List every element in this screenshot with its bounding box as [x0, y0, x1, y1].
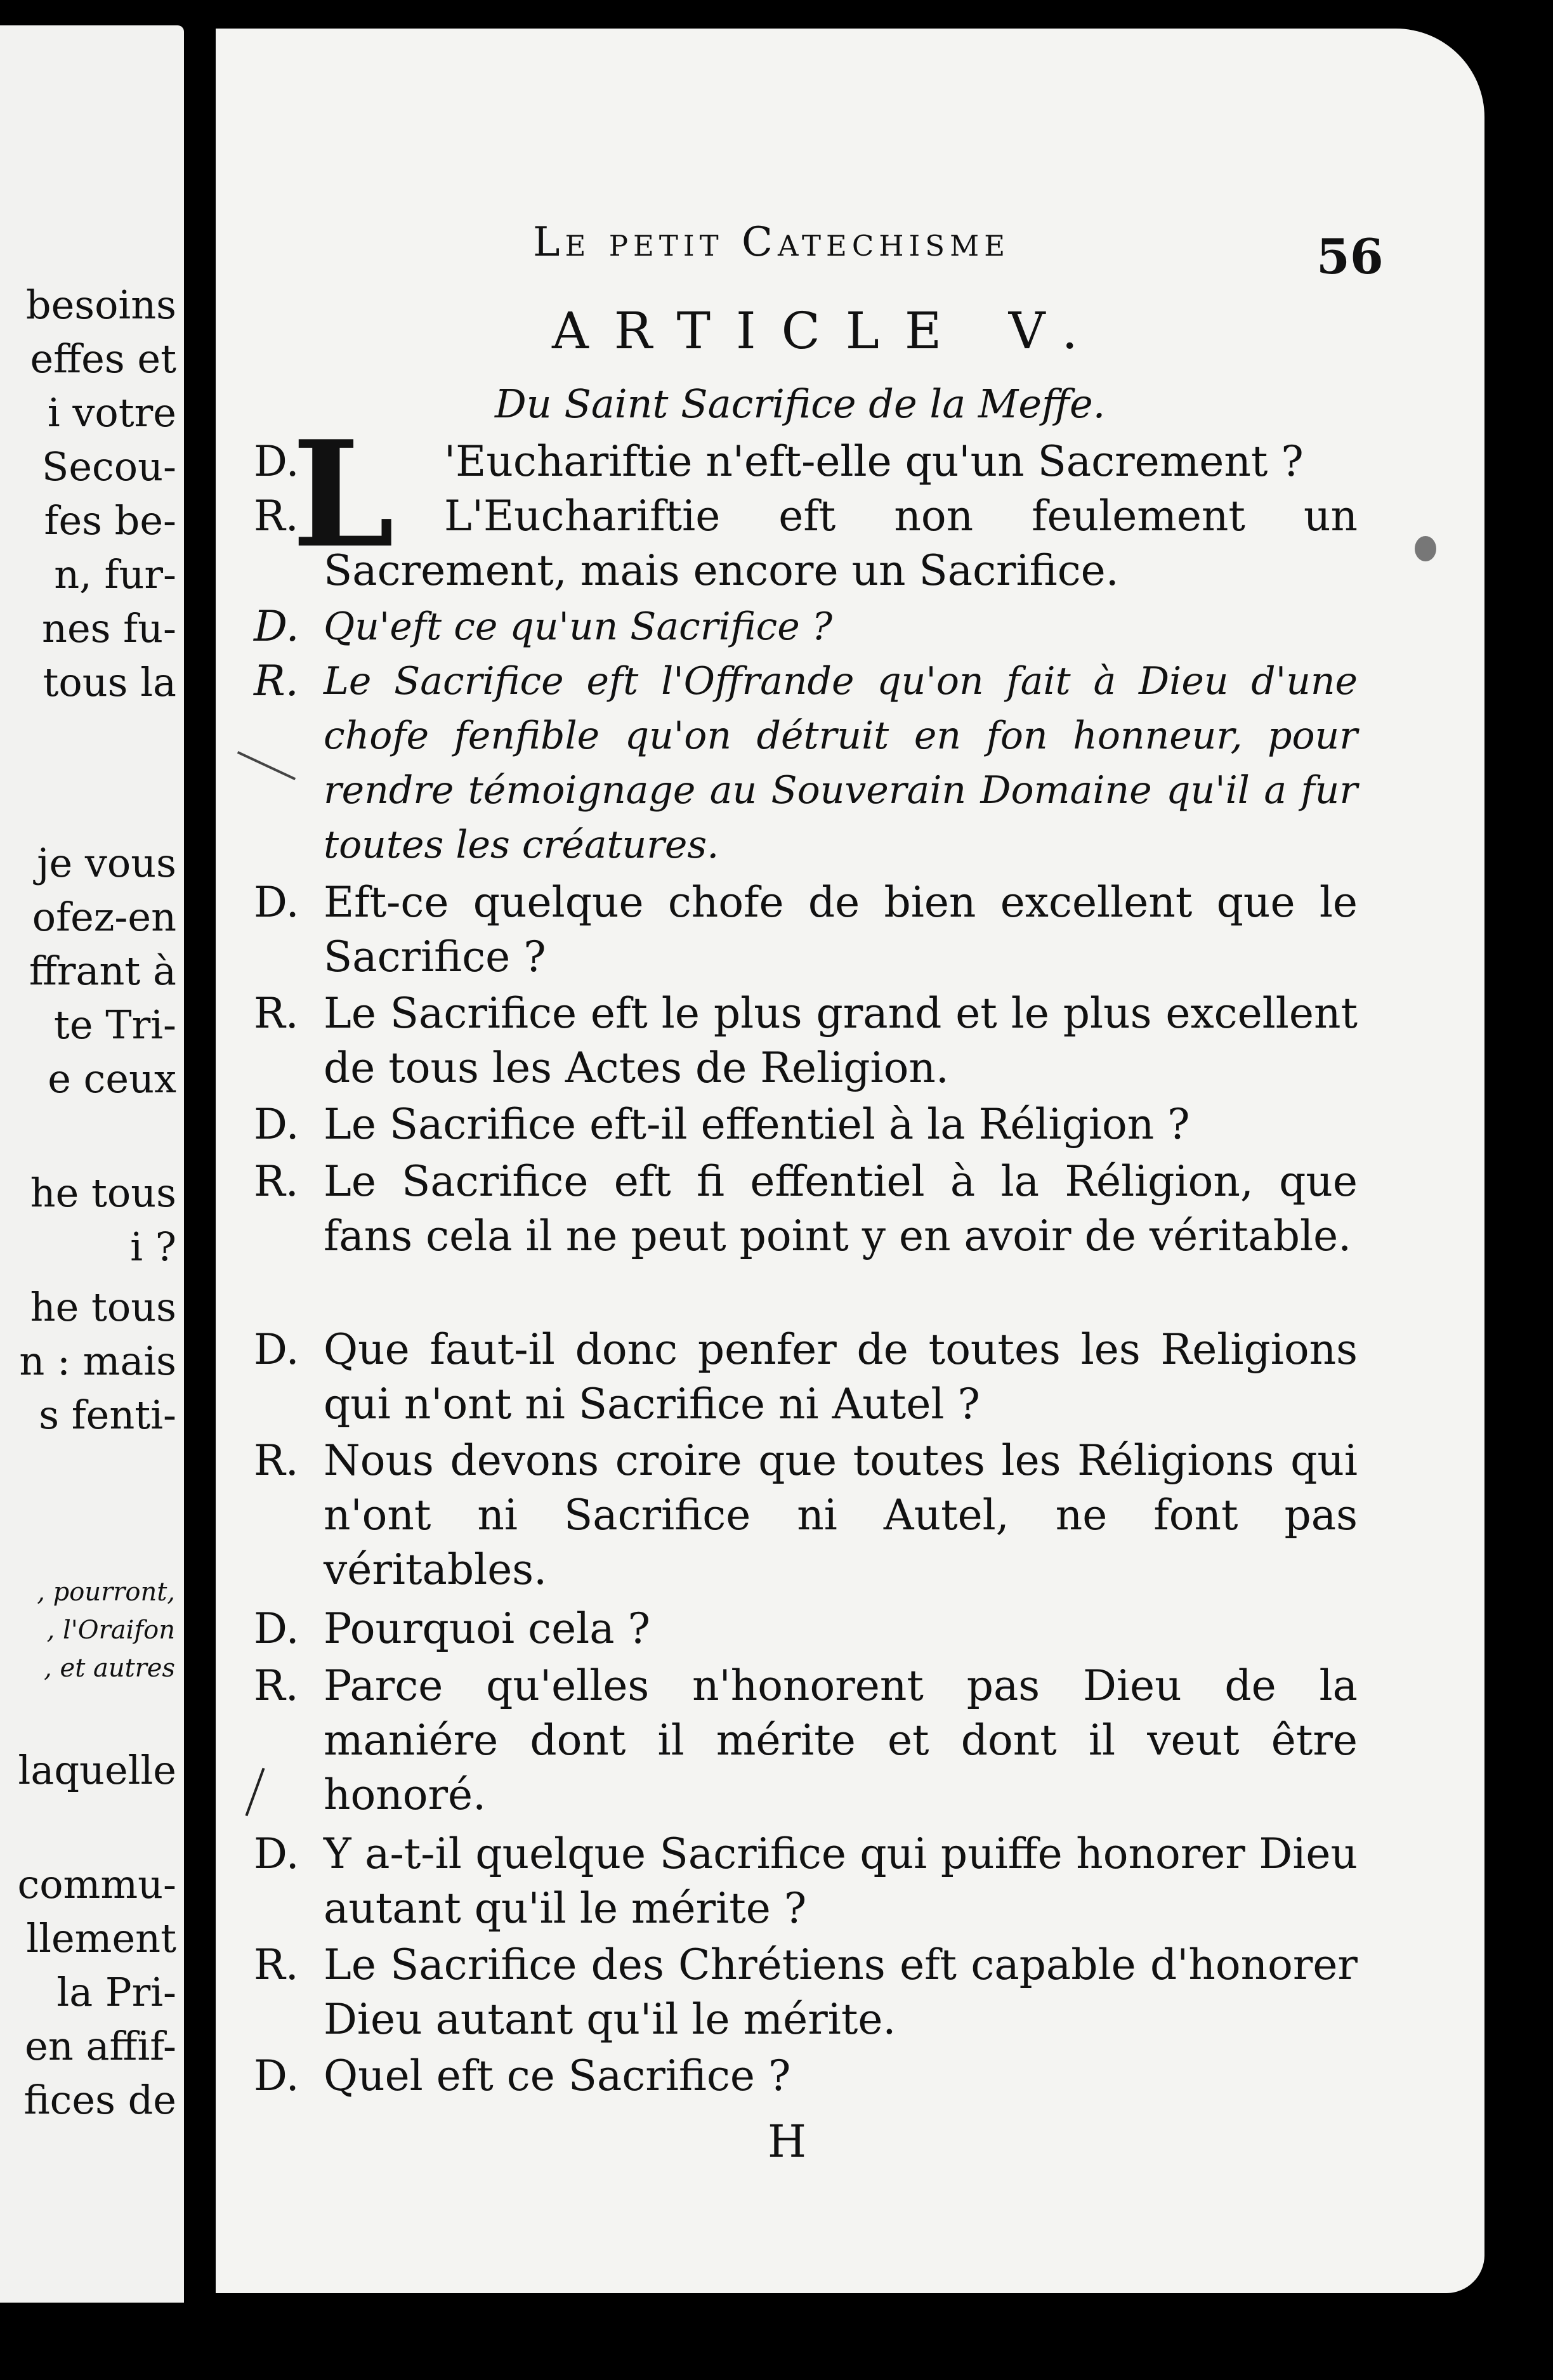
qa-entry	[254, 1659, 1358, 1822]
answer-tag: R.	[254, 1661, 299, 1710]
question-tag: D.	[254, 437, 299, 486]
left-page-line: fes be-	[44, 497, 176, 544]
left-page-line: en affif-	[25, 2023, 176, 2069]
drop-capital: L	[292, 409, 395, 580]
left-page-line: fices de	[23, 2077, 176, 2123]
left-page-line: ffrant à	[29, 948, 176, 994]
qa-entry	[254, 1602, 1358, 1656]
book-gutter	[184, 0, 216, 2380]
qa-entry	[254, 2049, 1358, 2103]
answer-text: Nous devons croire que toutes les Réligions qui n'ont ni Sacrifice ni Autel, ne font pas véritables.	[324, 1436, 1358, 1594]
left-page-line: te Tri-	[53, 1002, 176, 1048]
qa-entry	[254, 1434, 1358, 1597]
left-page-line: n, fur-	[54, 551, 176, 598]
question-tag: D.	[254, 1604, 299, 1653]
question-text: Quel eft ce Sacrifice ?	[324, 2051, 791, 2100]
qa-entry	[254, 599, 1358, 654]
question-tag: D.	[254, 1100, 299, 1149]
article-heading: ARTICLE V.	[552, 301, 1103, 360]
question-text: Y a-t-il quelque Sacrifice qui puiffe honorer Dieu autant qu'il le mérite ?	[324, 1829, 1358, 1933]
qa-entry	[254, 875, 1358, 984]
answer-tag: R.	[254, 657, 299, 705]
question-text: 'Euchariftie n'eft-elle qu'un Sacrement ?	[444, 437, 1304, 486]
left-page-line: effes et	[30, 336, 176, 382]
qa-entry	[254, 986, 1358, 1095]
book-page	[216, 29, 1484, 2293]
answer-tag: R.	[254, 1940, 299, 1989]
qa-entry	[254, 1323, 1358, 1432]
question-tag: D.	[254, 2051, 299, 2100]
answer-tag: R.	[254, 1157, 299, 1206]
answer-text: L'Euchariftie eft non feulement un Sacrement, mais encore un Sacrifice.	[324, 492, 1358, 595]
left-page-line: laquelle	[18, 1747, 176, 1793]
qa-entry	[254, 489, 1358, 598]
left-page-line: e ceux	[48, 1056, 176, 1102]
answer-text: Le Sacrifice eft fi effentiel à la Réligion, que fans cela il ne peut point y en avoir de véritable.	[324, 1157, 1358, 1260]
question-text: Qu'eft ce qu'un Sacrifice ?	[324, 605, 833, 649]
signature-mark: H	[768, 2115, 807, 2168]
left-page-line: je vous	[37, 840, 176, 886]
qa-entry	[254, 1938, 1358, 2047]
left-page-line: he tous	[30, 1170, 176, 1216]
qa-entry	[254, 1827, 1358, 1936]
left-page-line: tous la	[43, 659, 176, 705]
answer-text: Le Sacrifice eft le plus grand et le plus excellent de tous les Actes de Religion.	[324, 989, 1358, 1092]
answer-tag: R.	[254, 492, 299, 540]
left-page-line: ofez-en	[32, 894, 176, 940]
question-tag: D.	[254, 1829, 299, 1878]
answer-text: Le Sacrifice des Chrétiens eft capable d'honorer Dieu autant qu'il le mérite.	[324, 1940, 1358, 2044]
question-text: Pourquoi cela ?	[324, 1604, 650, 1653]
previous-page-edge	[0, 25, 184, 2303]
qa-entry	[254, 654, 1358, 872]
qa-entry	[254, 1097, 1358, 1152]
answer-tag: R.	[254, 989, 299, 1038]
answer-tag: R.	[254, 1436, 299, 1485]
left-page-line: s fenti-	[39, 1392, 176, 1438]
question-text: Eft-ce quelque chofe de bien excellent que le Sacrifice ?	[324, 878, 1358, 981]
left-page-line: commu-	[17, 1861, 176, 1907]
left-page-line: besoins	[25, 282, 176, 328]
left-page-line: la Pri-	[56, 1969, 176, 2015]
running-head: Le petit Catechisme	[533, 219, 1011, 266]
question-tag: D.	[254, 602, 299, 651]
left-page-line: Secou-	[41, 443, 176, 490]
left-page-line: i ?	[130, 1224, 176, 1270]
article-subtitle: Du Saint Sacrifice de la Meffe.	[495, 381, 1106, 427]
qa-entry	[254, 1154, 1358, 1264]
answer-text: Parce qu'elles n'honorent pas Dieu de la maniére dont il mérite et dont il veut être honoré.	[324, 1661, 1358, 1819]
page-number: 56	[1316, 228, 1384, 285]
left-page-line: i votre	[47, 389, 176, 436]
question-tag: D.	[254, 878, 299, 927]
answer-text: Le Sacrifice eft l'Offrande qu'on fait à Dieu d'une chofe fenfible qu'on détruit en fon honneur, pour rendre témoignage au Souverain Domaine qu'il a fur toutes les créatures.	[324, 659, 1358, 867]
left-page-note: , et autres	[44, 1654, 175, 1683]
ink-blot	[1415, 536, 1436, 561]
question-tag: D.	[254, 1325, 299, 1374]
left-page-line: he tous	[30, 1284, 176, 1330]
left-page-line: nes fu-	[42, 605, 176, 651]
question-text: Le Sacrifice eft-il effentiel à la Réligion ?	[324, 1100, 1190, 1149]
left-page-line: llement	[26, 1915, 176, 1961]
question-text: Que faut-il donc penfer de toutes les Religions qui n'ont ni Sacrifice ni Autel ?	[324, 1325, 1358, 1429]
left-page-note: , l'Oraifon	[46, 1616, 175, 1645]
left-page-line: n : mais	[19, 1338, 176, 1384]
left-page-note: , pourront,	[37, 1578, 175, 1607]
qa-entry	[254, 435, 1358, 489]
